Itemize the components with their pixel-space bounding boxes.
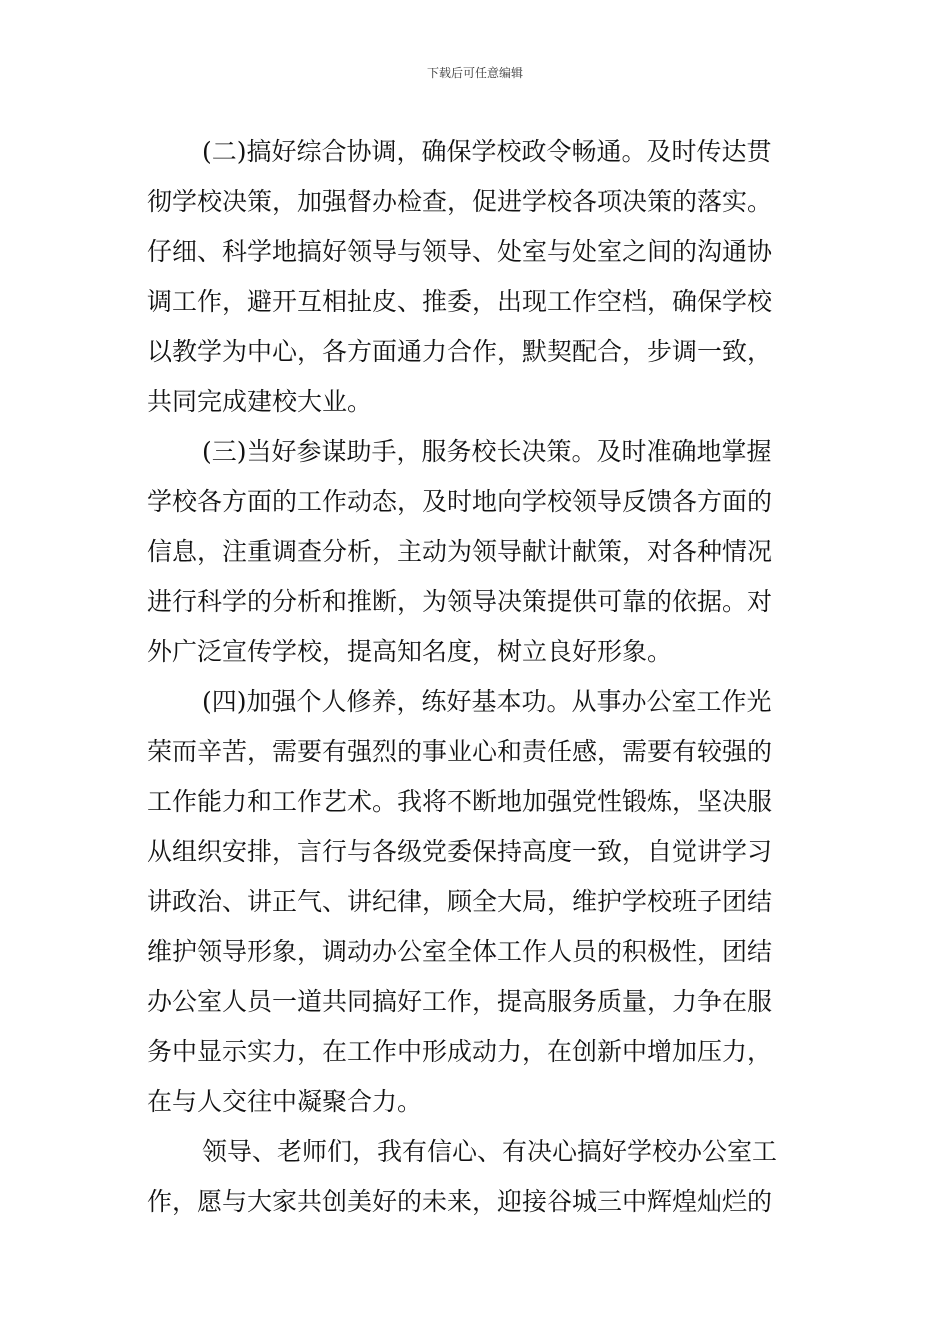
text-line: 务中显示实力，在工作中形成动力，在创新中增加压力， (147, 1037, 773, 1066)
text-line: 办公室人员一道共同搞好工作，提高服务质量，力争在服 (147, 987, 773, 1016)
text-line: 讲政治、讲正气、讲纪律，顾全大局，维护学校班子团结 (147, 887, 773, 916)
document-body (147, 127, 811, 1227)
text-line: 维护领导形象，调动办公室全体工作人员的积极性，团结 (147, 937, 773, 966)
paragraph-closing (147, 1127, 811, 1227)
paragraph-section-3 (147, 427, 811, 677)
text-line: 从组织安排，言行与各级党委保持高度一致，自觉讲学习 (147, 837, 773, 866)
text-line: 领导、老师们，我有信心、有决心搞好学校办公室工 (202, 1137, 778, 1166)
text-line: 信息，注重调查分析，主动为领导献计献策，对各种情况 (147, 537, 773, 566)
page-header: 下载后可任意编辑 (426, 66, 523, 80)
text-line: 外广泛宣传学校，提高知名度，树立良好形象。 (147, 637, 673, 666)
text-line: 共同完成建校大业。 (147, 387, 373, 416)
text-line: 调工作，避开互相扯皮、推委，出现工作空档，确保学校 (147, 287, 773, 316)
text-line: (四)加强个人修养，练好基本功。从事办公室工作光 (202, 687, 772, 716)
paragraph-section-4 (147, 677, 811, 1127)
text-line: 荣而辛苦，需要有强烈的事业心和责任感，需要有较强的 (147, 737, 773, 766)
text-line: 进行科学的分析和推断，为领导决策提供可靠的依据。对 (147, 587, 773, 616)
text-line: (二)搞好综合协调，确保学校政令畅通。及时传达贯 (202, 137, 772, 166)
text-line: (三)当好参谋助手，服务校长决策。及时准确地掌握 (202, 437, 772, 466)
text-line: 在与人交往中凝聚合力。 (147, 1087, 423, 1116)
paragraph-section-2 (147, 127, 811, 427)
text-line: 作，愿与大家共创美好的未来，迎接谷城三中辉煌灿烂的 (147, 1187, 773, 1216)
text-line: 以教学为中心，各方面通力合作，默契配合，步调一致， (147, 337, 773, 366)
text-line: 工作能力和工作艺术。我将不断地加强党性锻炼，坚决服 (147, 787, 773, 816)
text-line: 彻学校决策，加强督办检查，促进学校各项决策的落实。 (147, 187, 773, 216)
text-line: 仔细、科学地搞好领导与领导、处室与处室之间的沟通协 (147, 237, 773, 266)
text-line: 学校各方面的工作动态，及时地向学校领导反馈各方面的 (147, 487, 773, 516)
